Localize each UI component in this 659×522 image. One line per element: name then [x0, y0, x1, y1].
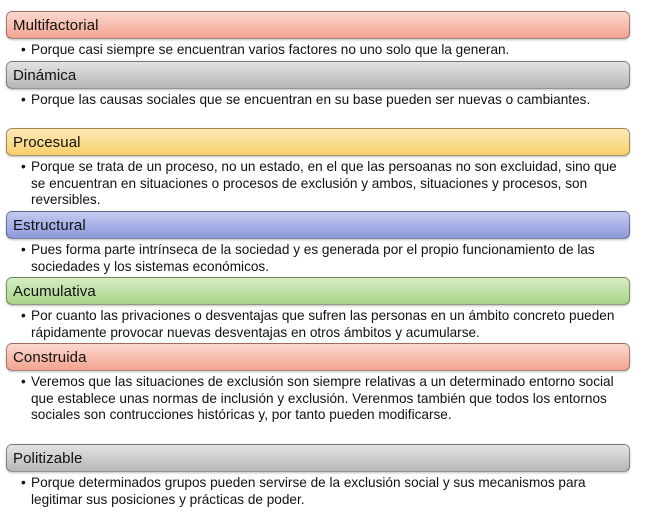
header-label: Estructural — [13, 216, 86, 234]
header-procesual — [6, 128, 630, 156]
description-procesual — [22, 159, 627, 209]
header-dinamica — [6, 61, 630, 89]
header-label: Dinámica — [13, 66, 77, 84]
header-label: Procesual — [13, 133, 81, 151]
description-text — [22, 242, 627, 275]
description-text — [22, 374, 627, 424]
description-estructural — [22, 242, 627, 275]
header-acumulativa — [6, 277, 630, 305]
description-body: Porque casi siempre se encuentran varios factores no uno solo que la generan. — [31, 42, 510, 57]
header-construida — [6, 343, 630, 371]
description-body: Porque se trata de un proceso, no un estado, en el que las persoanas no son excluidad, sino que se encuentran en situaciones o procesos de exclusión y ambos, situaciones y procesos, son reversibles. — [31, 159, 617, 207]
description-body: Porque las causas sociales que se encuentran en su base pueden ser nuevas o cambiantes. — [31, 92, 591, 107]
description-construida — [22, 374, 627, 424]
bullet: • — [21, 308, 26, 323]
bullet: • — [21, 92, 26, 107]
description-dinamica — [22, 92, 627, 109]
description-body: Veremos que las situaciones de exclusión son siempre relativas a un determinado entorno social que establece unas normas de inclusión y exclusión. Verenmos también que todos los entornos sociales son contrucciones históricas y, por tanto pueden modificarse. — [31, 374, 614, 422]
description-body: Por cuanto las privaciones o desventajas que sufren las personas en un ámbito concreto pueden rápidamente provocar nuevas desventajas en otros ámbitos y acumularse. — [31, 308, 615, 340]
description-text — [22, 308, 627, 341]
header-politizable — [6, 444, 630, 472]
description-text — [22, 475, 627, 508]
description-text — [22, 92, 627, 109]
bullet: • — [21, 159, 26, 174]
bullet: • — [21, 374, 26, 389]
description-body: Porque determinados grupos pueden servirse de la exclusión social y sus mecanismos para legitimar sus posiciones y prácticas de poder. — [31, 475, 586, 507]
bullet: • — [21, 42, 26, 57]
header-label: Acumulativa — [13, 282, 96, 300]
description-text — [22, 159, 627, 209]
description-text — [22, 42, 627, 59]
header-label: Multifactorial — [13, 16, 99, 34]
description-multifactorial — [22, 42, 627, 59]
header-estructural — [6, 211, 630, 239]
header-label: Construida — [13, 348, 87, 366]
description-politizable — [22, 475, 627, 508]
bullet: • — [21, 475, 26, 490]
bullet: • — [21, 242, 26, 257]
header-label: Politizable — [13, 449, 83, 467]
description-body: Pues forma parte intrínseca de la sociedad y es generada por el propio funcionamiento de las sociedades y los sistemas económicos. — [31, 242, 595, 274]
header-multifactorial — [6, 11, 630, 39]
description-acumulativa — [22, 308, 627, 341]
